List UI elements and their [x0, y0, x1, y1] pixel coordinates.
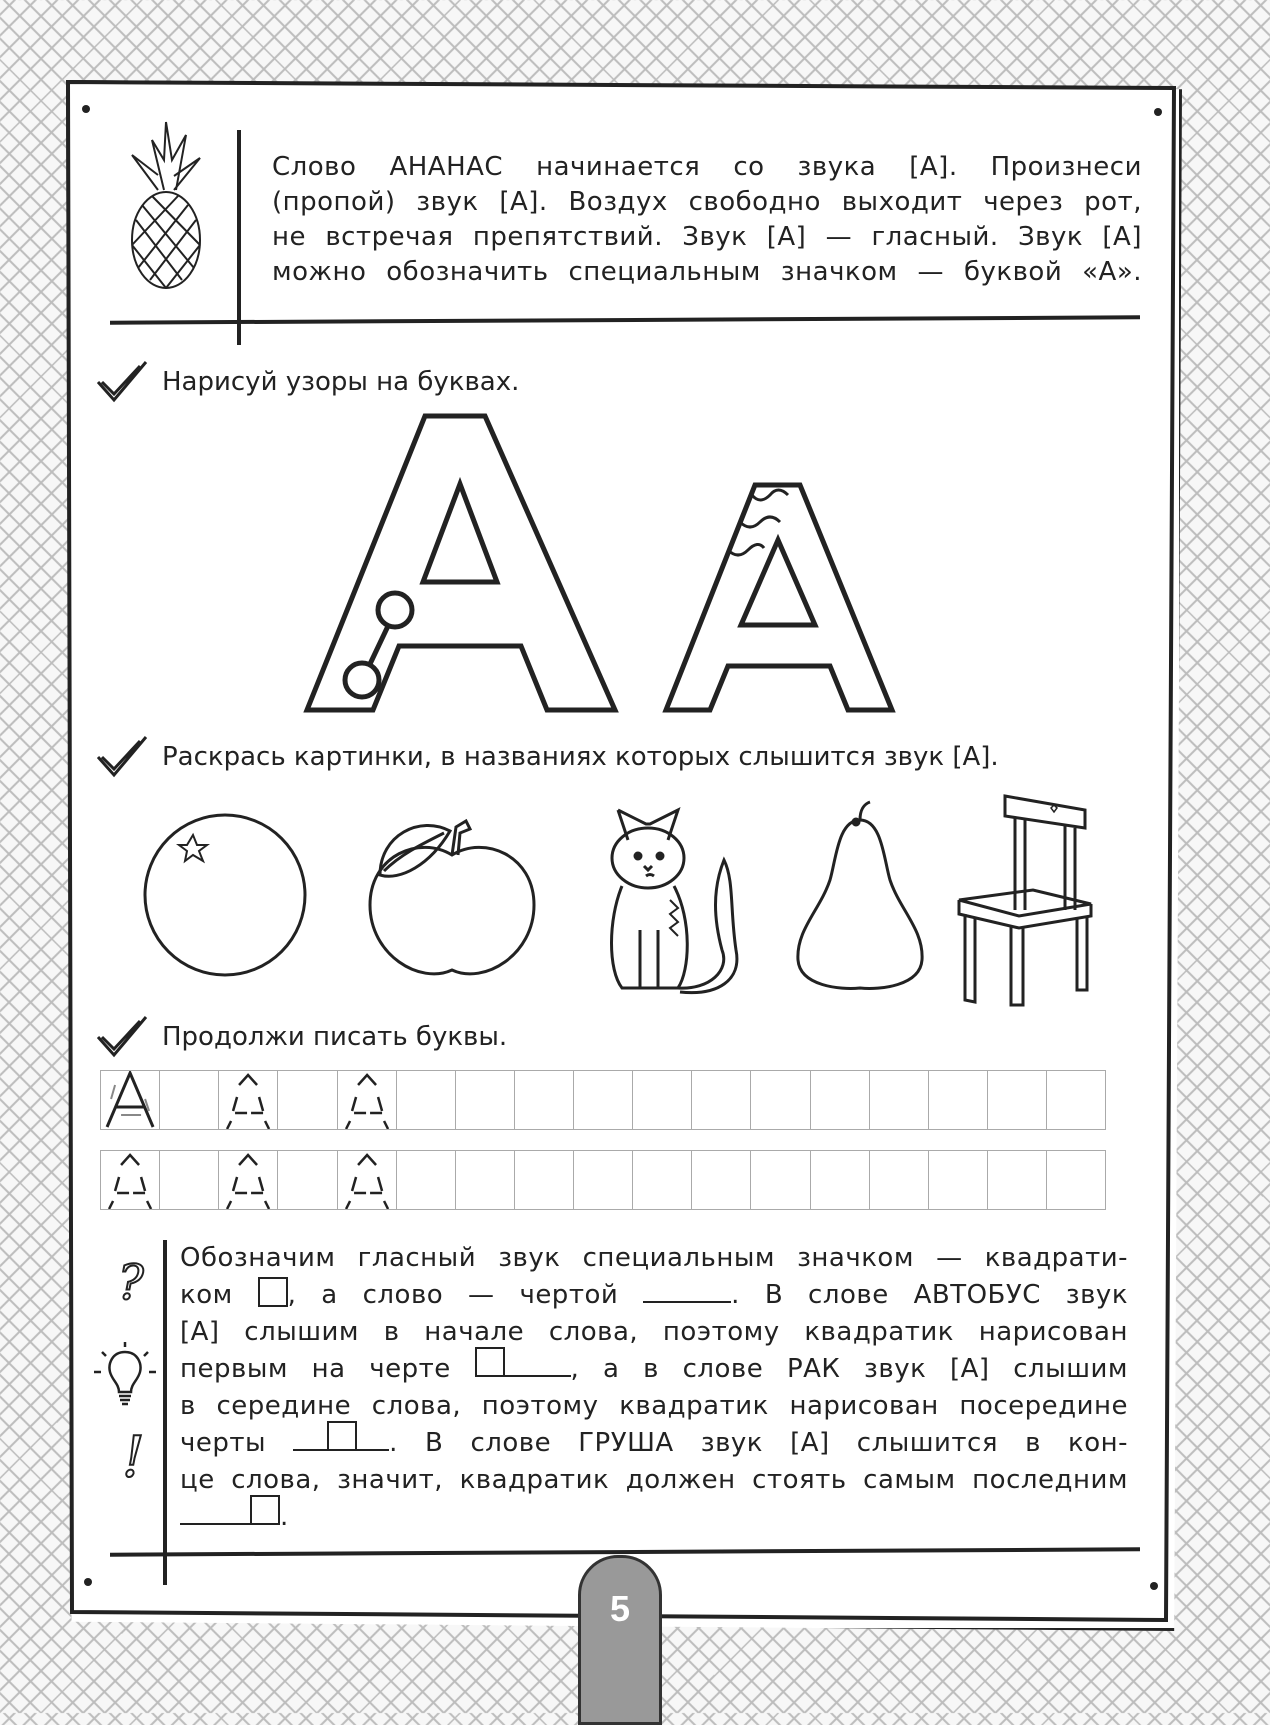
writing-cell[interactable] — [751, 1071, 810, 1129]
pin-dot — [1150, 1582, 1158, 1590]
writing-cell[interactable] — [338, 1151, 397, 1209]
page-number: 5 — [609, 1588, 631, 1629]
checkmark-icon — [96, 1015, 148, 1059]
pin-dot — [84, 1578, 92, 1586]
word-line-end — [180, 1515, 280, 1525]
intro-line: Слово АНАНАС начинается со звука [А]. Произнеси — [272, 152, 1142, 182]
writing-cell[interactable] — [219, 1151, 278, 1209]
writing-cell[interactable] — [811, 1071, 870, 1129]
apple-icon — [360, 805, 545, 985]
writing-cell[interactable] — [692, 1071, 751, 1129]
letters-illustration — [300, 410, 980, 720]
writing-cell[interactable] — [633, 1151, 692, 1209]
task-color — [96, 735, 999, 779]
word-line-middle — [293, 1441, 389, 1451]
question-icon: ? — [118, 1255, 144, 1311]
writing-cell[interactable] — [338, 1071, 397, 1129]
lightbulb-icon — [92, 1340, 158, 1410]
writing-cell[interactable] — [988, 1071, 1047, 1129]
pin-dot — [82, 105, 90, 113]
writing-cell[interactable] — [929, 1071, 988, 1129]
writing-cell[interactable] — [160, 1151, 219, 1209]
intro-line: можно обозначить специальным значком — буквой «А». — [272, 257, 1142, 287]
writing-cell[interactable] — [929, 1151, 988, 1209]
writing-cell[interactable] — [633, 1071, 692, 1129]
explanation-line: первым на черте , а в слове РАК звук [А] слышим — [180, 1351, 1128, 1388]
writing-cell[interactable] — [456, 1071, 515, 1129]
orange-icon — [135, 795, 310, 980]
writing-cell[interactable] — [278, 1071, 337, 1129]
explanation-line: Обозначим гласный звук специальным значком — квадрати- — [180, 1243, 1128, 1273]
explanation-text — [180, 1240, 1128, 1536]
intro-text — [272, 150, 1142, 290]
divider-vertical — [237, 130, 241, 345]
chair-icon — [955, 790, 1095, 1010]
pineapple-icon — [122, 120, 207, 295]
writing-cell[interactable] — [574, 1071, 633, 1129]
intro-line: (пропой) звук [А]. Воздух свободно выходит через рот, — [272, 187, 1142, 217]
writing-cell[interactable] — [160, 1071, 219, 1129]
writing-cell[interactable] — [692, 1151, 751, 1209]
vowel-square — [258, 1277, 288, 1307]
checkmark-icon — [96, 360, 148, 404]
writing-cell[interactable] — [397, 1151, 456, 1209]
writing-cell[interactable] — [1047, 1151, 1105, 1209]
cat-icon — [600, 800, 750, 995]
explanation-line: це слова, значит, квадратик должен стоять самым последним — [180, 1465, 1128, 1495]
writing-cell[interactable] — [574, 1151, 633, 1209]
writing-row[interactable] — [100, 1150, 1106, 1210]
task-patterns — [96, 360, 519, 404]
writing-cell[interactable] — [870, 1071, 929, 1129]
pear-icon — [790, 800, 930, 990]
writing-cell[interactable] — [515, 1071, 574, 1129]
writing-cell[interactable] — [456, 1151, 515, 1209]
checkmark-icon — [96, 735, 148, 779]
explanation-line: [А] слышим в начале слова, поэтому квадратик нарисован — [180, 1317, 1128, 1347]
intro-line: не встречая препятствий. Звук [А] — гласный. Звук [А] — [272, 222, 1142, 252]
writing-cell[interactable] — [1047, 1071, 1105, 1129]
task-write — [96, 1015, 507, 1059]
explanation-line: в середине слова, поэтому квадратик нарисован посередине — [180, 1391, 1128, 1421]
writing-cell[interactable] — [397, 1071, 456, 1129]
writing-cell[interactable] — [219, 1071, 278, 1129]
task-text: Продолжи писать буквы. — [162, 1022, 508, 1052]
explanation-line: черты . В слове ГРУША звук [А] слышится в кон- — [180, 1425, 1128, 1462]
writing-row[interactable] — [100, 1070, 1106, 1130]
task-text: Раскрась картинки, в названиях которых слышится звук [А]. — [162, 742, 999, 772]
writing-cell[interactable] — [870, 1151, 929, 1209]
writing-cell[interactable] — [988, 1151, 1047, 1209]
writing-cell[interactable] — [811, 1151, 870, 1209]
exclamation-icon: ! — [122, 1425, 145, 1490]
writing-cell[interactable] — [101, 1151, 160, 1209]
explanation-line: ком , а слово — чертой . В слове АВТОБУС звук — [180, 1277, 1128, 1314]
writing-cell[interactable] — [751, 1151, 810, 1209]
sample-letter-cell — [101, 1071, 160, 1129]
word-line — [643, 1293, 731, 1303]
divider-vertical — [163, 1240, 167, 1585]
task-text: Нарисуй узоры на буквах. — [162, 367, 520, 397]
word-line-start — [475, 1367, 571, 1377]
explanation-line: . — [180, 1499, 1128, 1536]
writing-cell[interactable] — [278, 1151, 337, 1209]
page-number-tab — [578, 1555, 662, 1725]
pin-dot — [1154, 108, 1162, 116]
writing-cell[interactable] — [515, 1151, 574, 1209]
